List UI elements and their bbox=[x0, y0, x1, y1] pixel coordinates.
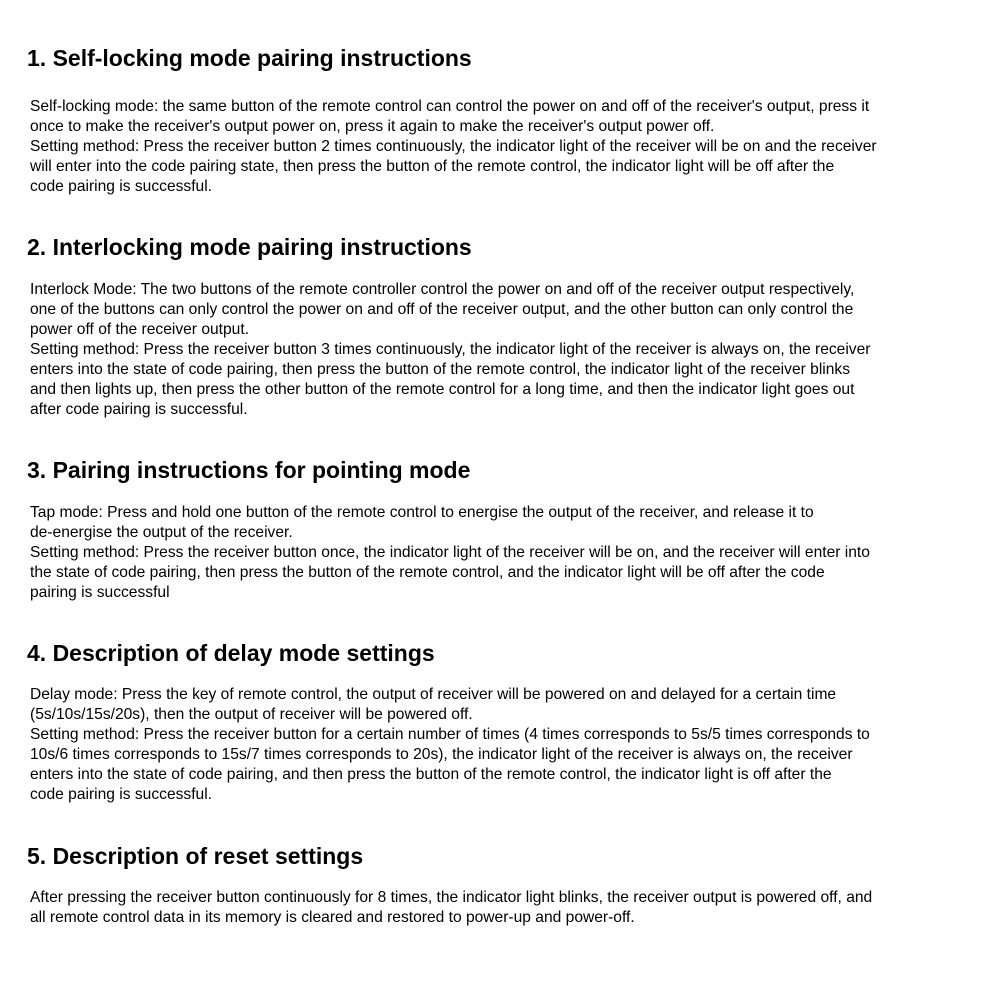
body-line: Tap mode: Press and hold one button of the remote control to energise the output of the receiver, and release it to bbox=[30, 504, 814, 521]
body-line: Delay mode: Press the key of remote control, the output of receiver will be powered on and delayed for a certain time bbox=[30, 686, 837, 703]
body-line: Setting method: Press the receiver button once, the indicator light of the receiver will be on, and the receiver will enter into bbox=[30, 544, 870, 561]
section-3-body bbox=[30, 503, 870, 603]
body-line: Setting method: Press the receiver button 3 times continuously, the indicator light of the receiver is always on, the receiver bbox=[30, 341, 871, 358]
body-line: power off of the receiver output. bbox=[30, 321, 250, 338]
section-1-heading: 1. Self-locking mode pairing instructions bbox=[27, 45, 472, 71]
section-4-body bbox=[30, 685, 870, 805]
body-line: Interlock Mode: The two buttons of the remote controller control the power on and off of the receiver output respectively, bbox=[30, 281, 855, 298]
body-line: enters into the state of code pairing, then press the button of the remote control, the indicator light of the receiver blinks bbox=[30, 361, 851, 378]
section-2-heading: 2. Interlocking mode pairing instructions bbox=[27, 234, 472, 260]
body-line: Setting method: Press the receiver button for a certain number of times (4 times corresponds to 5s/5 times corresponds to bbox=[30, 726, 870, 743]
section-5-heading: 5. Description of reset settings bbox=[27, 843, 364, 869]
body-line: code pairing is successful. bbox=[30, 178, 213, 195]
section-4-heading: 4. Description of delay mode settings bbox=[27, 640, 435, 666]
body-line: enters into the state of code pairing, and then press the button of the remote control, the indicator light is off after the bbox=[30, 766, 832, 783]
body-line: once to make the receiver's output power on, press it again to make the receiver's output power off. bbox=[30, 118, 715, 135]
body-line: will enter into the code pairing state, then press the button of the remote control, the indicator light will be off after the bbox=[30, 158, 835, 175]
body-line: all remote control data in its memory is cleared and restored to power-up and power-off. bbox=[30, 909, 635, 926]
body-line: after code pairing is successful. bbox=[30, 401, 248, 418]
body-line: the state of code pairing, then press the button of the remote control, and the indicator light will be off after the code bbox=[30, 564, 825, 581]
body-line: one of the buttons can only control the power on and off of the receiver output, and the other button can only control the bbox=[30, 301, 854, 318]
section-3-heading: 3. Pairing instructions for pointing mode bbox=[27, 457, 471, 483]
body-line: de-energise the output of the receiver. bbox=[30, 524, 293, 541]
section-1-body bbox=[30, 97, 877, 197]
body-line: and then lights up, then press the other button of the remote control for a long time, and then the indicator light goes out bbox=[30, 381, 855, 398]
body-line: (5s/10s/15s/20s), then the output of receiver will be powered off. bbox=[30, 706, 473, 723]
body-line: 10s/6 times corresponds to 15s/7 times corresponds to 20s), the indicator light of the receiver is always on, the receiver bbox=[30, 746, 853, 763]
body-line: pairing is successful bbox=[30, 584, 170, 601]
body-line: Self-locking mode: the same button of the remote control can control the power on and off of the receiver's output, press it bbox=[30, 98, 870, 115]
body-line: Setting method: Press the receiver button 2 times continuously, the indicator light of the receiver will be on and the receiver bbox=[30, 138, 877, 155]
section-2-body bbox=[30, 280, 870, 420]
body-line: After pressing the receiver button continuously for 8 times, the indicator light blinks, the receiver output is powered off, and bbox=[30, 889, 873, 906]
body-line: code pairing is successful. bbox=[30, 786, 213, 803]
section-5-body bbox=[30, 888, 872, 928]
